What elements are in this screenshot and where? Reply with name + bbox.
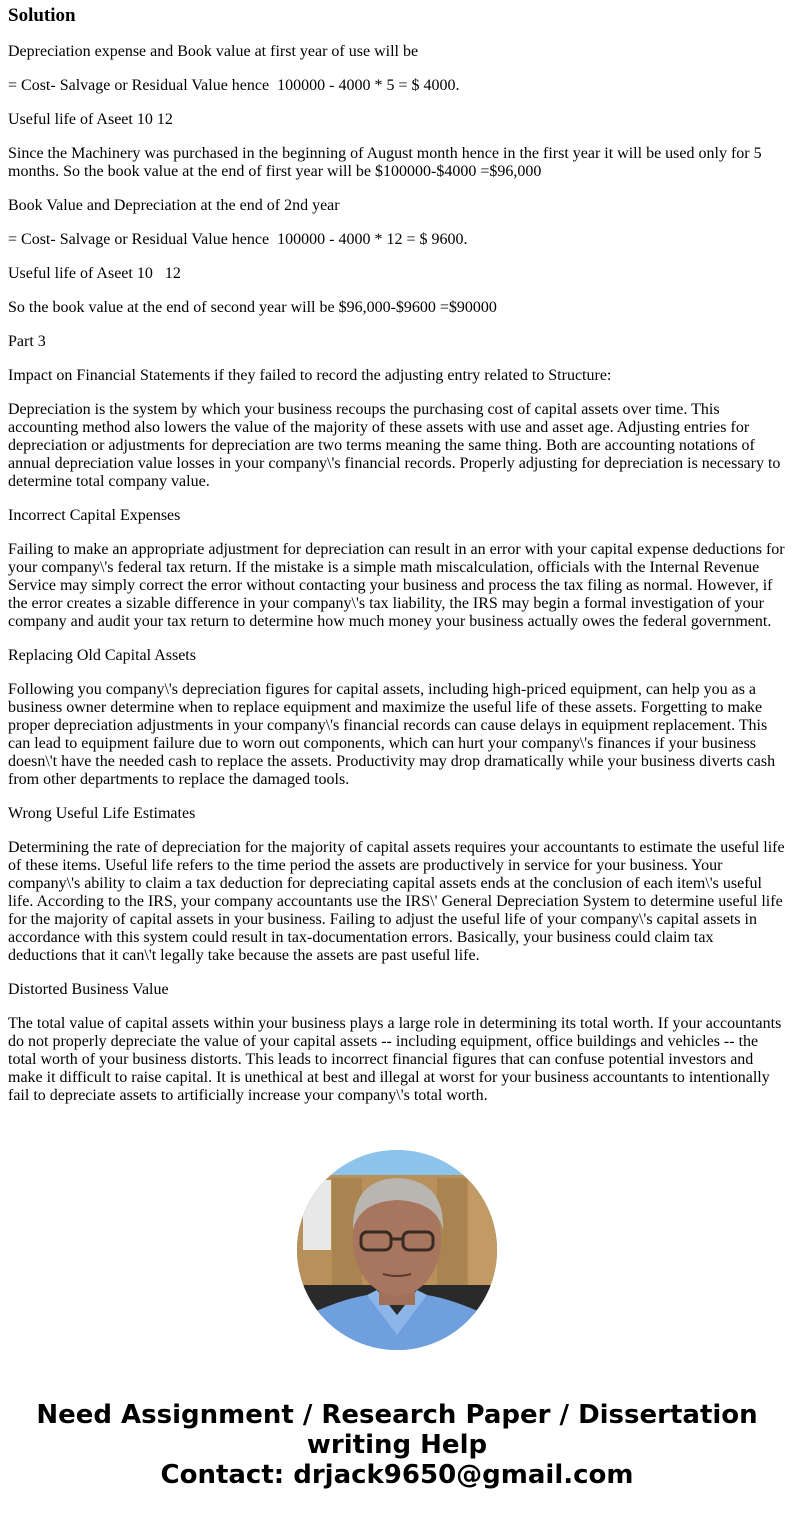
paragraph: Useful life of Aseet 10 12 (8, 265, 181, 282)
paragraph: Depreciation expense and Book value at first year of use will be (8, 43, 419, 60)
paragraph: Following you company\'s depreciation figures for capital assets, including high-priced equipment, can help you as a business owner determine when to replace equipment and maximize the useful life of these assets. Forgetting to make proper depreciation adjustments in your company\'s financial records can cause delays in equipment replacement. This can lead to equipment failure due to worn out components, which can hurt your company\'s finances if your business doesn\'t have the needed cash to replace the assets. Productivity may drop dramatically while your business diverts cash from other departments to replace the damaged tools. (8, 681, 780, 788)
avatar (297, 1150, 497, 1350)
section-heading: Part 3 (8, 333, 46, 350)
page-title: Solution (8, 5, 76, 26)
promo-avatar-container (0, 1150, 794, 1350)
section-heading: Incorrect Capital Expenses (8, 507, 181, 524)
section-heading: Replacing Old Capital Assets (8, 647, 196, 664)
promo-line-1: Need Assignment / Research Paper / Dissertation (36, 1400, 758, 1430)
document-body (0, 5, 794, 1105)
paragraph: Determining the rate of depreciation for the majority of capital assets requires your accountants to estimate the useful life of these items. Useful life refers to the time period the assets are productively in service for your business. Your company\'s ability to claim a tax deduction for depreciating capital assets ends at the conclusion of each item\'s useful life. According to the IRS, your company accountants use the IRS\' General Depreciation System to determine useful life for the majority of capital assets in your business. Failing to adjust the useful life of your company\'s capital assets in accordance with this system could result in tax-documentation errors. Basically, your business could claim tax deductions that it can\'t legally take because the assets are past useful life. (8, 839, 789, 964)
paragraph: Impact on Financial Statements if they failed to record the adjusting entry related to Structure: (8, 367, 612, 384)
paragraph: = Cost- Salvage or Residual Value hence 100000 - 4000 * 5 = $ 4000. (8, 77, 460, 94)
section-heading: Wrong Useful Life Estimates (8, 805, 196, 822)
promo-banner (0, 1400, 794, 1490)
paragraph: = Cost- Salvage or Residual Value hence 100000 - 4000 * 12 = $ 9600. (8, 231, 468, 248)
paragraph: So the book value at the end of second year will be $96,000-$9600 =$90000 (8, 299, 497, 316)
paragraph: Depreciation is the system by which your business recoups the purchasing cost of capital assets over time. This accounting method also lowers the value of the majority of these assets with use and asset age. Adjusting entries for depreciation or adjustments for depreciation are two terms meaning the same thing. Both are accounting notations of annual depreciation value losses in your company\'s financial records. Properly adjusting for depreciation is necessary to determine total company value. (8, 401, 785, 490)
promo-line-2: writing Help (306, 1430, 488, 1460)
paragraph: Since the Machinery was purchased in the beginning of August month hence in the first year it will be used only for 5 months. So the book value at the end of first year will be $100000-$4000 =$96,000 (8, 145, 766, 180)
section-heading: Distorted Business Value (8, 981, 169, 998)
portrait-photo-icon (297, 1150, 497, 1350)
paragraph: Failing to make an appropriate adjustment for depreciation can result in an error with your capital expense deductions for your company\'s federal tax return. If the mistake is a simple math miscalculation, officials with the Internal Revenue Service may simply correct the error without contacting your business and process the tax filing as normal. However, if the error creates a sizable difference in your company\'s tax liability, the IRS may begin a formal investigation of your company and audit your tax return to determine how much money your business actually owes the federal government. (8, 541, 789, 630)
paragraph: Useful life of Aseet 10 12 (8, 111, 173, 128)
paragraph: The total value of capital assets within your business plays a large role in determining its total worth. If your accountants do not properly depreciate the value of your capital assets -- including equipment, office buildings and vehicles -- the total worth of your business distorts. This leads to incorrect financial figures that can confuse potential investors and make it difficult to raise capital. It is unethical at best and illegal at worst for your business accountants to intentionally fail to depreciate assets to artificially increase your company\'s total worth. (8, 1015, 786, 1104)
promo-contact: Contact: drjack9650@gmail.com (160, 1460, 634, 1490)
section-heading: Book Value and Depreciation at the end of 2nd year (8, 197, 340, 214)
